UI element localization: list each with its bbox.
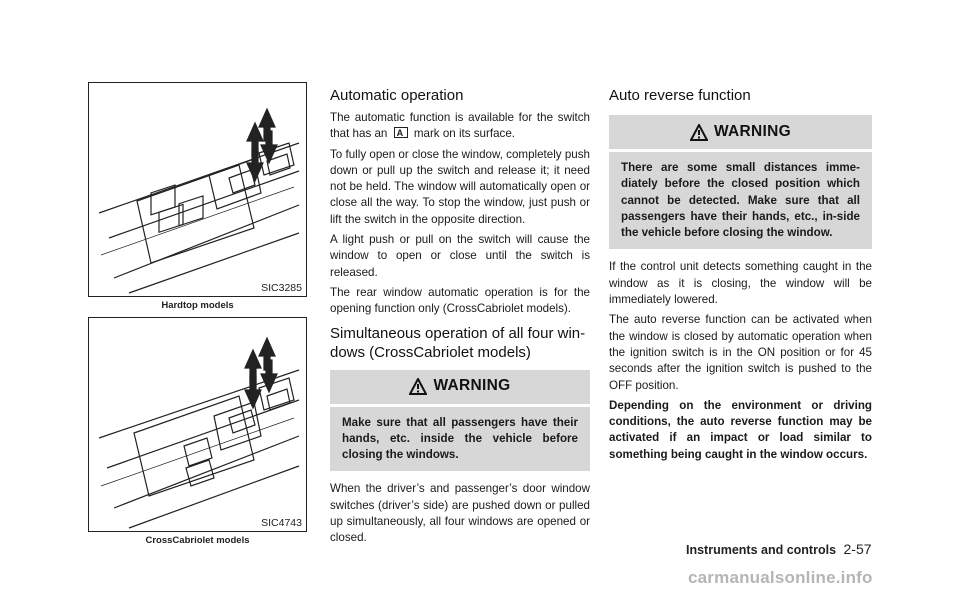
figure-code: SIC4743 [261, 517, 302, 529]
warning-icon [690, 124, 708, 141]
warning-title: WARNING [433, 377, 511, 395]
warning-text: Make sure that all passengers have their hands, etc. inside the vehicle before closing the windows. [330, 407, 590, 472]
section-heading: Auto reverse function [609, 87, 751, 104]
footer-section: Instruments and controls [686, 543, 837, 557]
watermark: carmanualsonline.info [688, 568, 873, 587]
paragraph: The auto reverse function can be activated when the window is closed by automatic operation when the ignition switch is in the ON position or for 45 seconds after the ignition switch is pushed to the OFF position. [609, 313, 872, 392]
column-automatic-operation [330, 86, 590, 551]
window-switch-illustration [89, 318, 306, 531]
section-heading: Automatic operation [330, 87, 464, 104]
paragraph: A light push or pull on the switch will cause the window to open or close until the switch is released. [330, 233, 590, 279]
figure-caption: Hardtop models [161, 300, 234, 311]
warning-icon [409, 378, 427, 395]
section-heading: Simultaneous operation of all four win-dows (CrossCabriolet models) [330, 324, 586, 361]
warning-text: There are some small distances imme-diately before the closed position which cannot be detected. Make sure that all passengers have their hands, etc., in-side the vehicle before closing the window. [609, 152, 872, 249]
text: mark on its surface. [413, 127, 516, 141]
figure-crosscabriolet [88, 317, 307, 532]
figure-code: SIC3285 [261, 282, 302, 294]
window-switch-illustration [89, 83, 306, 296]
warning-title: WARNING [713, 122, 791, 140]
column-auto-reverse [609, 86, 872, 467]
auto-mark-icon [394, 127, 408, 138]
warning-header [330, 370, 590, 404]
figure-hardtop [88, 82, 307, 297]
figure-caption: CrossCabriolet models [145, 535, 250, 546]
paragraph: Depending on the environment or driving conditions, the auto reverse function may be activated if an impact or load similar to something being caught in the window occurs. [609, 398, 872, 461]
text: The automatic function is available for the switch that has an [330, 111, 590, 141]
paragraph: If the control unit detects something caught in the window as it is closing, the window will be immediately lowered. [609, 260, 872, 307]
paragraph [330, 110, 590, 143]
page-number: 2-57 [843, 541, 872, 557]
paragraph: To fully open or close the window, completely push down or pull up the switch and release it; it need not be held. The window will automatically open or close all the way. To stop the window, just push or lift the switch in the opposite direction. [330, 147, 590, 226]
page-footer [686, 541, 872, 557]
paragraph: The rear window automatic operation is for the opening function only (CrossCabriolet models). [330, 285, 590, 316]
warning-header [609, 115, 872, 149]
paragraph: When the driver’s and passenger’s door window switches (driver’s side) are pushed down or pulled up simultaneously, all four windows are opened or closed. [330, 482, 590, 545]
